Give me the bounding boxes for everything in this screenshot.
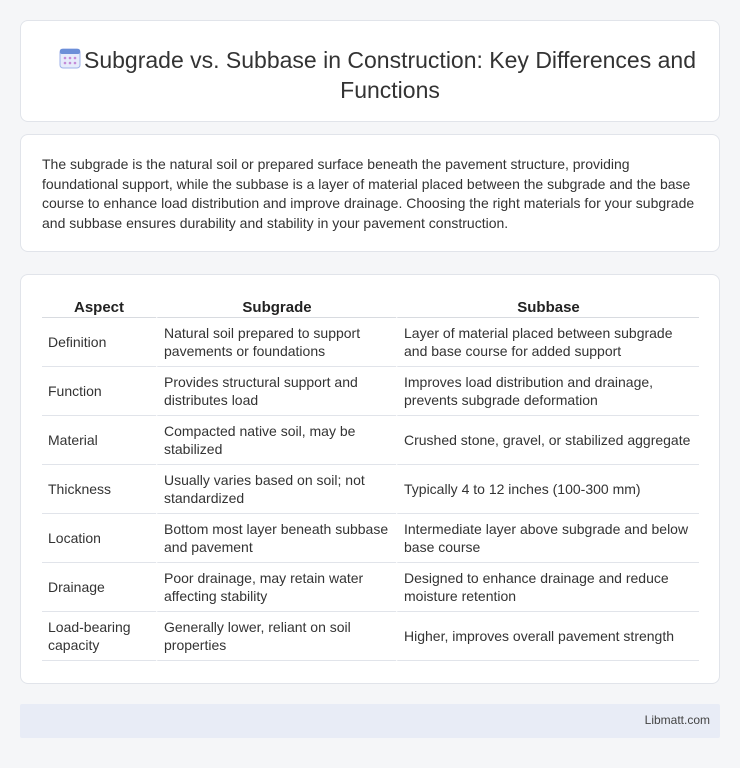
header-subbase: Subbase [396, 297, 699, 318]
subgrade-cell: Compacted native soil, may be stabilized [156, 416, 396, 465]
subbase-cell: Designed to enhance drainage and reduce moisture retention [396, 563, 699, 612]
subbase-cell: Typically 4 to 12 inches (100-300 mm) [396, 465, 699, 514]
table-row [42, 367, 699, 416]
subbase-cell: Higher, improves overall pavement strength [396, 612, 699, 661]
title-card [20, 20, 720, 122]
comparison-table [42, 297, 699, 661]
footer [20, 704, 720, 738]
table-row [42, 465, 699, 514]
subgrade-cell: Bottom most layer beneath subbase and pavement [156, 514, 396, 563]
subgrade-cell: Provides structural support and distributes load [156, 367, 396, 416]
intro-card [20, 134, 720, 252]
subbase-cell: Layer of material placed between subgrade and base course for added support [396, 318, 699, 367]
subbase-cell: Crushed stone, gravel, or stabilized aggregate [396, 416, 699, 465]
subgrade-cell: Poor drainage, may retain water affecting stability [156, 563, 396, 612]
table-row [42, 563, 699, 612]
header-aspect: Aspect [42, 297, 156, 318]
aspect-cell: Function [42, 367, 156, 416]
aspect-cell: Load-bearing capacity [42, 612, 156, 661]
table-row [42, 318, 699, 367]
subbase-cell: Intermediate layer above subgrade and below base course [396, 514, 699, 563]
header-subgrade: Subgrade [156, 297, 396, 318]
aspect-cell: Drainage [42, 563, 156, 612]
comparison-table-card [20, 274, 720, 684]
table-row [42, 416, 699, 465]
aspect-cell: Thickness [42, 465, 156, 514]
subbase-cell: Improves load distribution and drainage, prevents subgrade deformation [396, 367, 699, 416]
intro-paragraph: The subgrade is the natural soil or prepared surface beneath the pavement structure, providing foundational support, while the subbase is a layer of material placed between the subgrade and the base course to enhance load distribution and improve drainage. Choosing the right materials for your subgrade and subbase ensures durability and stability in your pavement construction. [42, 156, 695, 231]
table-row [42, 612, 699, 661]
aspect-cell: Location [42, 514, 156, 563]
footer-site-link[interactable]: Libmatt.com [644, 713, 710, 727]
subgrade-cell: Natural soil prepared to support pavements or foundations [156, 318, 396, 367]
table-header-row [42, 297, 699, 318]
subgrade-cell: Usually varies based on soil; not standardized [156, 465, 396, 514]
aspect-cell: Material [42, 416, 156, 465]
subgrade-cell: Generally lower, reliant on soil properties [156, 612, 396, 661]
page-title: Subgrade vs. Subbase in Construction: Key Differences and Functions [84, 47, 696, 103]
aspect-cell: Definition [42, 318, 156, 367]
table-row [42, 514, 699, 563]
